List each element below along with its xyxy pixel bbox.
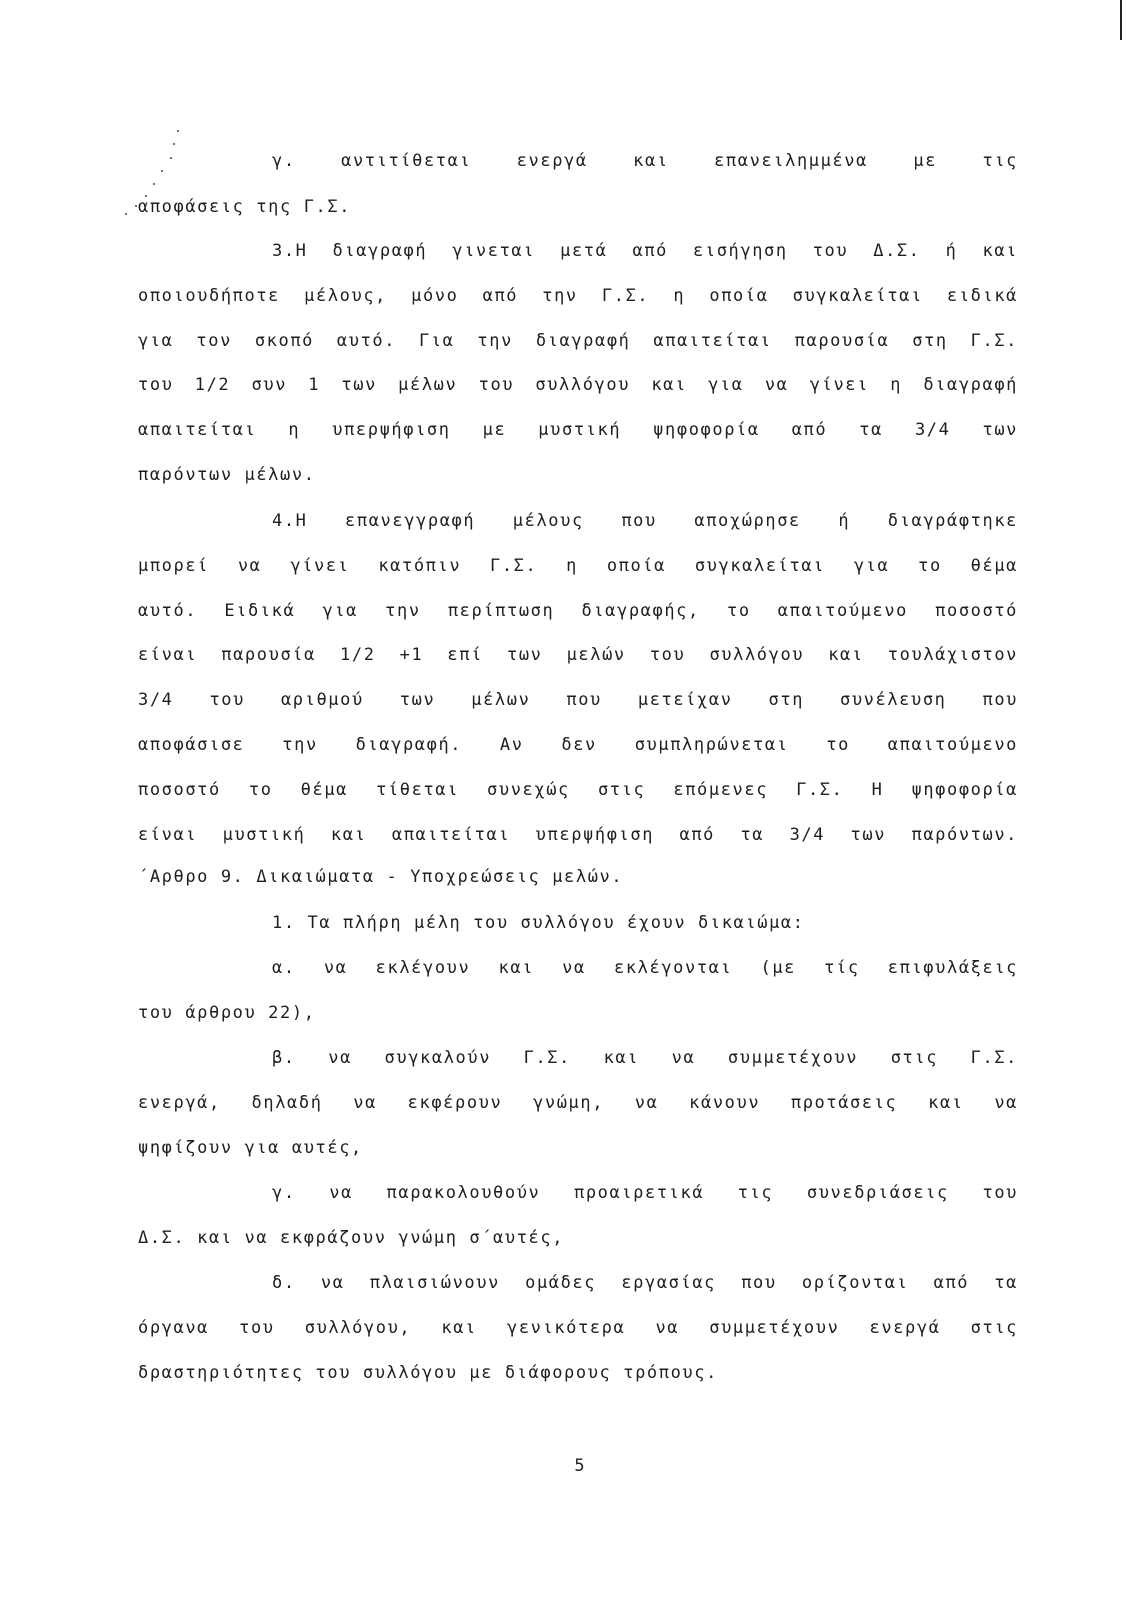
text-line: ψηφίζουν για αυτές, [138, 1138, 363, 1158]
scan-edge-mark [1120, 0, 1122, 40]
text-line: του 1/2 συν 1 των μέλων του συλλόγου και για να γίνει η διαγραφή [138, 375, 1018, 395]
page-number: 5 [574, 1456, 586, 1476]
text-line: 3.Η διαγραφή γινεται μετά από εισήγηση του Δ.Σ. ή και [272, 241, 1018, 261]
text-line: του άρθρου 22), [138, 1003, 316, 1023]
text-line: για τον σκοπό αυτό. Για την διαγραφή απαιτείται παρουσία στη Γ.Σ. [138, 331, 1018, 351]
text-line: β. να συγκαλούν Γ.Σ. και να συμμετέχουν στις Γ.Σ. [272, 1048, 1018, 1068]
text-line: όργανα του συλλόγου, και γενικότερα να συμμετέχουν ενεργά στις [138, 1318, 1018, 1338]
text-line: δ. να πλαισιώνουν ομάδες εργασίας που ορίζονται από τα [272, 1273, 1018, 1293]
text-line: οποιουδήποτε μέλους, μόνο από την Γ.Σ. η οποία συγκαλείται ειδικά [138, 286, 1018, 306]
text-line: απαιτείται η υπερψήφιση με μυστική ψηφοφορία από τα 3/4 των [138, 420, 1018, 440]
text-line: 4.Η επανεγγραφή μέλους που αποχώρησε ή διαγράφτηκε [272, 511, 1018, 531]
text-line: είναι παρουσία 1/2 +1 επί των μελών του συλλόγου και τουλάχιστον [138, 645, 1018, 665]
text-line: ποσοστό το θέμα τίθεται συνεχώς στις επόμενες Γ.Σ. Η ψηφοφορία [138, 780, 1018, 800]
text-line: αποφάσεις της Γ.Σ. [138, 197, 352, 217]
text-line: α. να εκλέγουν και να εκλέγονται (με τίς επιφυλάξεις [272, 958, 1018, 978]
text-line: είναι μυστική και απαιτείται υπερψήφιση από τα 3/4 των παρόντων. [138, 825, 1018, 845]
scan-speckles [115, 125, 185, 235]
text-line: 3/4 του αριθμού των μέλων που μετείχαν στη συνέλευση που [138, 690, 1018, 710]
text-line: Δ.Σ. και να εκφράζουν γνώμη σ΄αυτές, [138, 1228, 565, 1248]
text-line: δραστηριότητες του συλλόγου με διάφορους τρόπους. [138, 1363, 718, 1383]
article-heading: ΄Αρθρο 9. Δικαιώματα - Υποχρεώσεις μελών. [138, 867, 624, 887]
text-line: παρόντων μέλων. [138, 465, 316, 485]
text-line: γ. να παρακολουθούν προαιρετικά τις συνεδριάσεις του [272, 1183, 1018, 1203]
text-line: 1. Τα πλήρη μέλη του συλλόγου έχουν δικαιώμα: [272, 913, 805, 933]
text-line: γ. αντιτίθεται ενεργά και επανειλημμένα με τις [272, 151, 1018, 171]
text-line: αυτό. Ειδικά για την περίπτωση διαγραφής, το απαιτούμενο ποσοστό [138, 601, 1018, 621]
text-line: αποφάσισε την διαγραφή. Αν δεν συμπληρώνεται το απαιτούμενο [138, 735, 1018, 755]
text-line: ενεργά, δηλαδή να εκφέρουν γνώμη, να κάνουν προτάσεις και να [138, 1093, 1018, 1113]
text-line: μπορεί να γίνει κατόπιν Γ.Σ. η οποία συγκαλείται για το θέμα [138, 556, 1018, 576]
